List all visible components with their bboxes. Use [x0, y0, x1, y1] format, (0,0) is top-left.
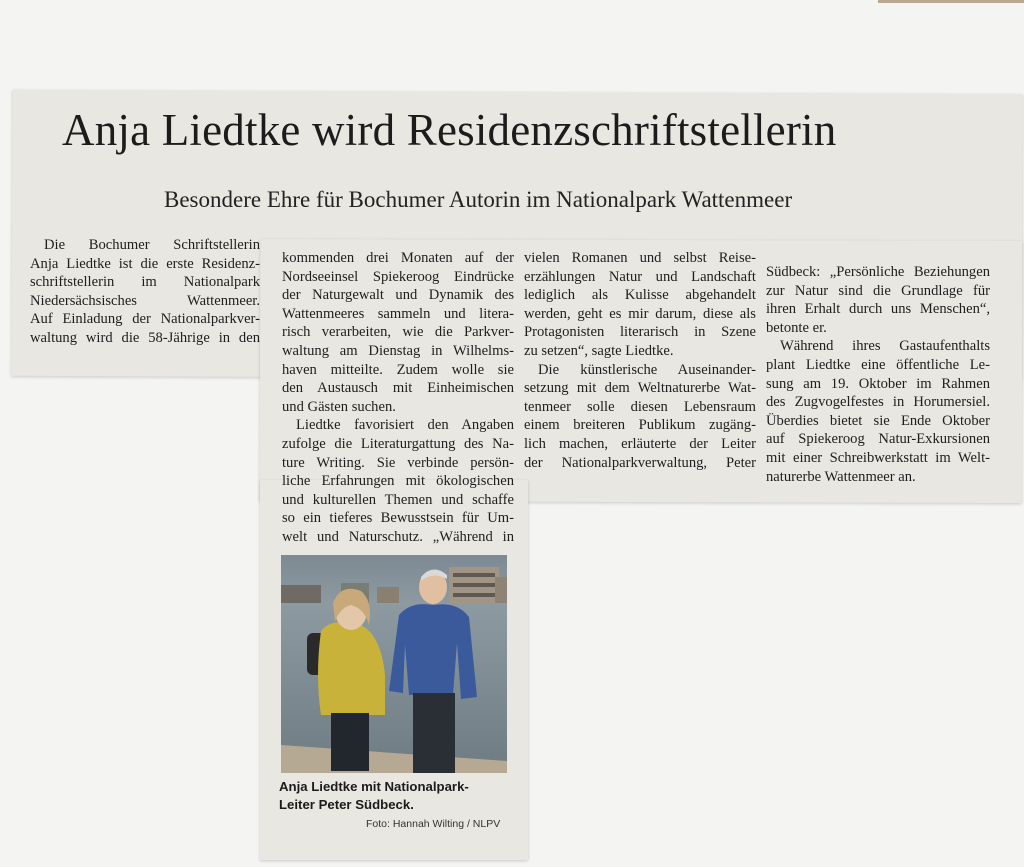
text-line: waltung am Dienstag in Wilhelms- — [282, 342, 514, 359]
text-line: welt und Naturschutz. „Während in — [282, 528, 514, 545]
text-line: Wattenmeeres sammeln und litera- — [282, 305, 514, 322]
top-edge-strip — [878, 0, 1024, 3]
text-line: zu setzen“, sagte Liedtke. — [524, 342, 674, 359]
text-line: Niedersächsisches Wattenmeer. — [30, 292, 260, 309]
text-line: und Gästen suchen. — [282, 398, 396, 415]
photo-credit: Foto: Hannah Wilting / NLPV — [366, 818, 501, 830]
article-column-3 — [524, 249, 756, 472]
text-line: der Naturgewalt und Dynamik des — [282, 287, 514, 304]
text-line: auf Spiekeroog Natur-Exkursionen — [766, 431, 990, 448]
text-line: Nordseeinsel Spiekeroog Eindrücke — [282, 268, 514, 285]
text-line: erzählungen Natur und Landschaft — [524, 268, 756, 285]
text-line: lediglich als Kulisse abgehandelt — [524, 287, 756, 304]
text-line: sung am 19. Oktober im Rahmen — [766, 375, 990, 392]
text-line: tenmeer solle diesen Lebensraum — [524, 398, 756, 415]
article-headline: Anja Liedtke wird Residenzschriftstellerin — [62, 105, 837, 155]
text-line: lich machen, erläuterte der Leiter — [524, 435, 756, 452]
text-line: plant Liedtke eine öffentliche Le- — [766, 356, 990, 373]
text-line: naturerbe Wattenmeer an. — [766, 468, 916, 485]
text-line: ihren Erhalt durch uns Menschen“, — [766, 301, 990, 318]
article-column-1 — [30, 236, 260, 348]
text-line: zufolge die Literaturgattung des Na- — [282, 435, 514, 452]
photo-caption — [279, 778, 515, 814]
text-line: haven mitteilte. Zudem wolle sie — [282, 361, 514, 378]
text-line: Liedtke favorisiert den Angaben — [296, 417, 514, 434]
text-line: kommenden drei Monaten auf der — [282, 250, 514, 266]
text-line: schriftstellerin im Nationalpark — [30, 274, 260, 291]
text-line: der Nationalparkverwaltung, Peter — [524, 454, 756, 471]
article-photo — [281, 555, 507, 773]
caption-line: Anja Liedtke mit Nationalpark- — [279, 779, 469, 794]
text-line: waltung wird die 58-Jährige in den — [30, 329, 260, 346]
text-line: des Zugvogelfestes in Horumersiel. — [766, 394, 990, 411]
text-line: so ein tieferes Bewusstsein für Um- — [282, 510, 514, 527]
text-line: Die Bochumer Schriftstellerin — [44, 237, 260, 253]
text-line: vielen Romanen und selbst Reise- — [524, 250, 756, 266]
text-line: liche Erfahrungen mit ökologischen — [282, 473, 514, 490]
text-line: den Austausch mit Einheimischen — [282, 380, 514, 397]
text-line: mit einer Schreibwerkstatt im Welt- — [766, 449, 990, 466]
text-line: Anja Liedtke ist die erste Residenz- — [30, 255, 260, 272]
caption-line: Leiter Peter Südbeck. — [279, 797, 414, 812]
text-line: Auf Einladung der Nationalparkver- — [30, 311, 260, 328]
article-subheadline: Besondere Ehre für Bochumer Autorin im Nationalpark Wattenmeer — [164, 187, 793, 212]
article-column-2 — [282, 249, 514, 547]
text-line: risch verarbeiten, wie die Parkver- — [282, 324, 514, 341]
text-line: betonte er. — [766, 319, 827, 336]
text-line: und kulturellen Themen und schaffe — [282, 491, 514, 508]
text-line: Südbeck: „Persönliche Beziehungen — [766, 264, 990, 280]
text-line: ture Writing. Sie verbinde persön- — [282, 454, 514, 471]
text-line: Während ihres Gastaufenthalts — [780, 338, 990, 355]
text-line: Die künstlerische Auseinander- — [538, 361, 756, 378]
text-line: werden, geht es mir darum, diese als — [524, 305, 756, 322]
text-line: Überdies bietet sie Ende Oktober — [766, 412, 990, 429]
text-line: Protagonisten literarisch in Szene — [524, 324, 756, 341]
text-line: zur Natur sind die Grundlage für — [766, 282, 990, 299]
article-column-4 — [766, 263, 990, 486]
text-line: setzung mit dem Weltnaturerbe Wat- — [524, 380, 756, 397]
text-line: einem breiteren Publikum zugäng- — [524, 417, 756, 434]
